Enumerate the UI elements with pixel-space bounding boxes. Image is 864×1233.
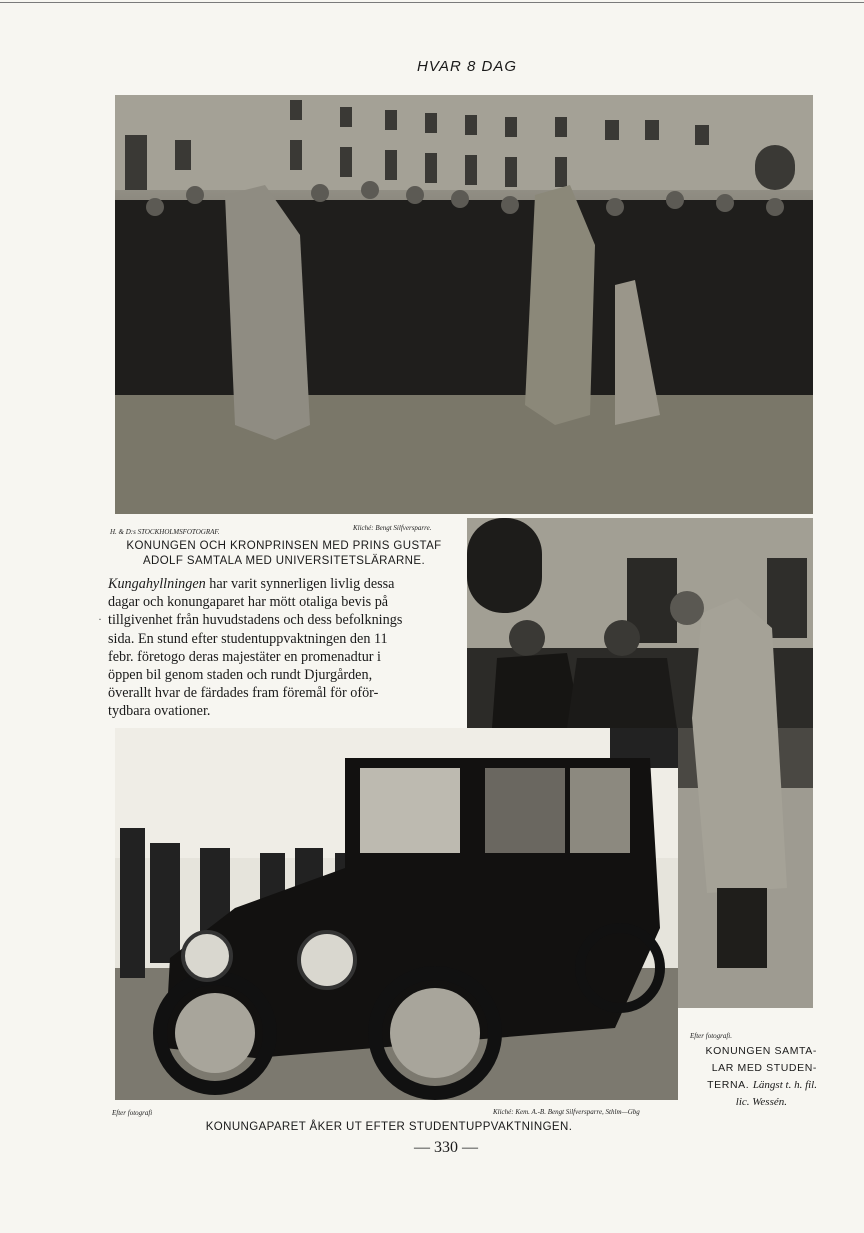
bottom-photo-credit-cliche: Kliché: Kem. A.-B. Bengt Silfversparre, Sthlm—Gbg (493, 1108, 640, 1116)
top-photo-caption-line1: KONUNGEN OCH KRONPRINSEN MED PRINS GUSTAF (126, 540, 442, 552)
side-caption-line1: KONUNGEN SAMTA- (705, 1045, 817, 1057)
photo-credit-cliche: Kliché: Bengt Silfversparre. (353, 524, 432, 532)
side-caption-line3: TERNA. Längst t. h. fil. (707, 1079, 817, 1091)
article-line-3: tillgivenhet från huvudstadens och dess befolknings (108, 612, 403, 629)
side-photo-credit: Efter fotografi. (690, 1032, 732, 1040)
photo-royal-couple-car (115, 728, 678, 1100)
top-rule (0, 2, 864, 3)
article-line-7: överallt hvar de färdades fram föremål för oför- (108, 685, 379, 702)
top-photo-caption-line2: ADOLF SAMTALA MED UNIVERSITETSLÄRARNE. (142, 555, 426, 567)
side-photo-caption (682, 1043, 817, 1111)
article-line-6: öppen bil genom staden och rundt Djurgården, (108, 667, 373, 684)
article-body (108, 575, 451, 721)
side-caption-line2: LAR MED STUDEN- (711, 1062, 817, 1074)
side-caption-line4: lic. Wessén. (735, 1096, 787, 1108)
article-line-5: febr. företogo deras majestäter en promenadtur i (108, 648, 381, 665)
article-line-2: dagar och konungaparet har mött otaliga bevis på (108, 594, 389, 611)
article-line-1: Kungahyllningen har varit synnerligen livlig dessa (108, 576, 395, 592)
margin-mark: · (98, 612, 102, 626)
page-number: — 330 — (414, 1139, 478, 1156)
article-line-8: tydbara ovationer. (108, 703, 211, 720)
page-header: HVAR 8 DAG (416, 58, 518, 75)
article-lead: Kungahyllningen (108, 576, 206, 592)
photo-credit-photographer: H. & D:s STOCKHOLMSFOTOGRAF. (110, 528, 220, 536)
bottom-photo-credit-photo: Efter fotografi (112, 1109, 153, 1117)
bottom-photo-caption: KONUNGAPARET ÅKER UT EFTER STUDENTUPPVAKTNINGEN. (205, 1121, 573, 1133)
article-line-4: sida. En stund efter studentuppvaktningen den 11 (108, 630, 388, 647)
photo-courtyard-king-professors (115, 95, 813, 514)
